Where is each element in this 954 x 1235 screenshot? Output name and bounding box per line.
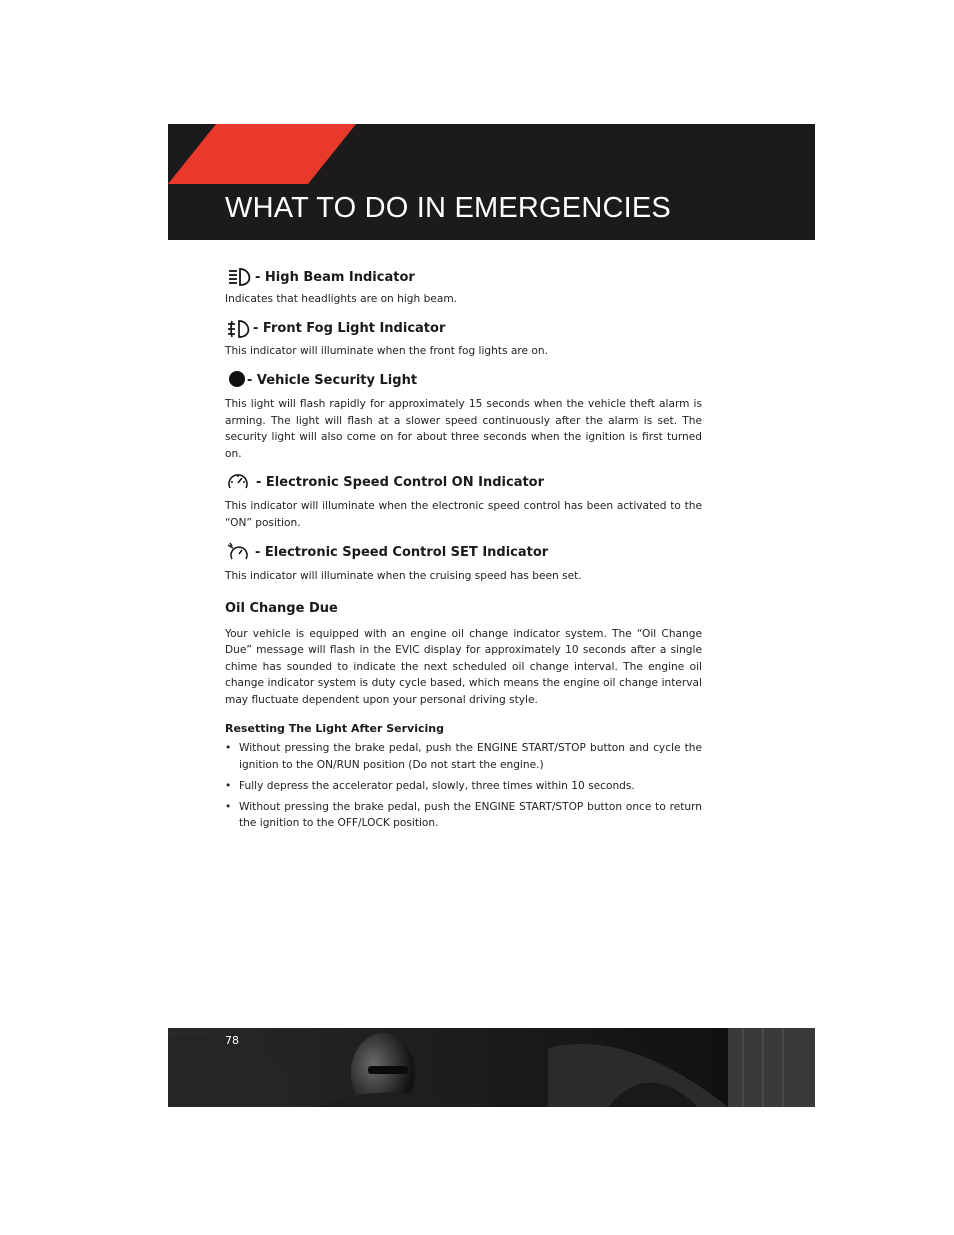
page-footer [168, 1028, 815, 1107]
speed-control-set-text: This indicator will illuminate when the cruising speed has been set. [225, 570, 582, 582]
oil-change-text: Your vehicle is equipped with an engine oil change indicator system. The “Oil Change Due” message will flash in the EVIC display for approximately 10 seconds after a single chime has sounded to indicate the next scheduled oil change interval. The engine oil change indicator system is duty cycle based, which means the engine oil change interval may fluctuate dependent upon your personal driving style. [225, 627, 702, 706]
main-content [225, 266, 702, 832]
footer-photo [168, 1028, 815, 1107]
vehicle-security-text: This light will flash rapidly for approximately 15 seconds when the vehicle theft alarm is arming. The light will flash at a slower speed continuously after the alarm is set. The security light will also come on for about three seconds when the ignition is first turned on. [225, 398, 702, 460]
front-fog-light-icon [225, 319, 253, 339]
speed-control-on-icon [225, 472, 256, 492]
page-title: WHAT TO DO IN EMERGENCIES [225, 192, 671, 224]
high-beam-heading [225, 266, 702, 288]
high-beam-title: - High Beam Indicator [255, 269, 415, 285]
speed-control-on-heading [225, 471, 702, 493]
racing-stripes-logo [168, 124, 368, 186]
speed-control-set-heading [225, 541, 702, 563]
speed-control-on-text: This indicator will illuminate when the electronic speed control has been activated to the “ON” position. [225, 500, 702, 529]
resetting-steps [225, 740, 702, 832]
list-item: • Without pressing the brake pedal, push the ENGINE START/STOP button and cycle the ignition to the ON/RUN position (Do not start the engine.) [225, 742, 702, 771]
speed-control-set-icon [225, 542, 255, 562]
front-fog-title: - Front Fog Light Indicator [253, 321, 446, 336]
page-number: 78 [225, 1034, 239, 1047]
security-light-icon [225, 370, 247, 390]
list-item: • Fully depress the accelerator pedal, slowly, three times within 10 seconds. [225, 780, 635, 792]
vehicle-security-title: - Vehicle Security Light [247, 372, 418, 388]
front-fog-heading [225, 318, 702, 340]
high-beam-icon [225, 267, 255, 287]
front-fog-text: This indicator will illuminate when the front fog lights are on. [225, 344, 548, 357]
high-beam-text: Indicates that headlights are on high beam. [225, 293, 458, 305]
speed-control-on-title: - Electronic Speed Control ON Indicator [256, 474, 545, 490]
oil-change-heading: Oil Change Due [225, 601, 338, 616]
page-header [168, 124, 815, 240]
speed-control-set-title: - Electronic Speed Control SET Indicator [255, 544, 549, 560]
list-item: • Without pressing the brake pedal, push the ENGINE START/STOP button once to return the ignition to the OFF/LOCK position. [225, 800, 702, 829]
resetting-heading: Resetting The Light After Servicing [225, 721, 444, 735]
vehicle-security-heading [225, 369, 702, 391]
